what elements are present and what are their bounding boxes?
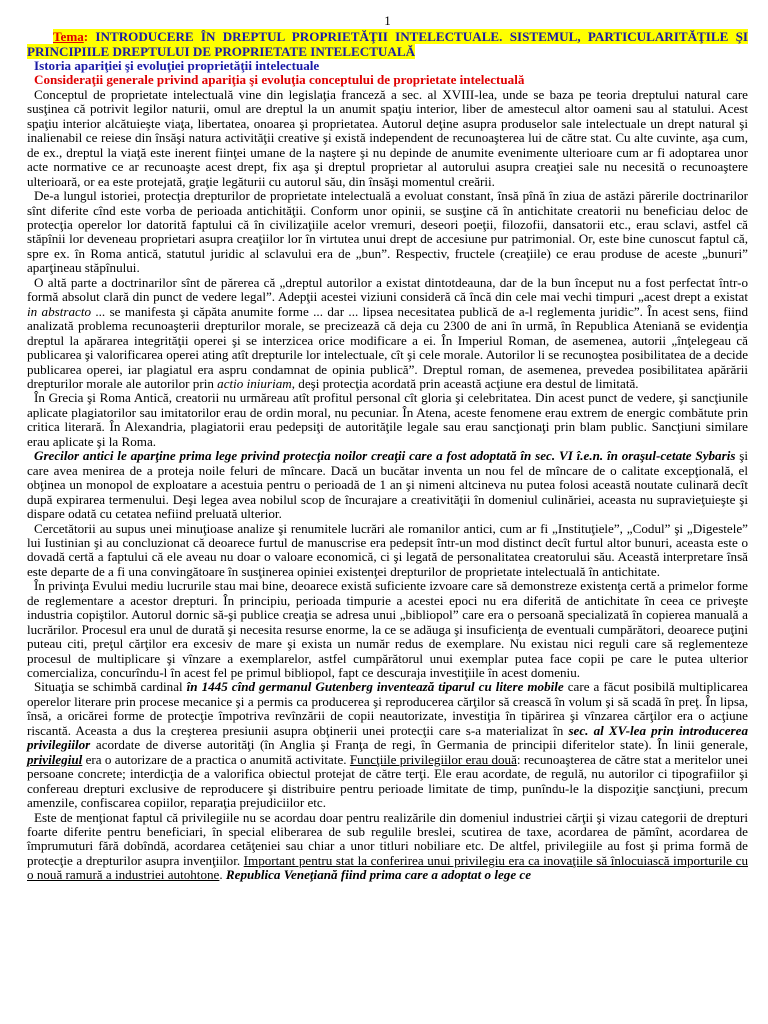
p3-part-a: O altă parte a doctrinarilor sînt de părerea că „dreptul autorilor a existat dintotdeauna, dar de la bun început nu a fost perfectat într-o formă absolut clară din punct de vedere legal”. Adepţii acestei viziuni consideră că încă din cele mai vechi timpuri „acest drept a existat [27, 274, 748, 305]
p3-part-c: , deşi protecţia acordată prin această acţiune era destul de limitată. [291, 375, 639, 391]
p8-part-d: acordate de diverse autorităţi (în Anglia şi Franţa de regi, în Germania de principii diferitelor state). În linii generale, [90, 737, 748, 753]
p9-venice: Republica Veneţiană fiind prima care a adoptat o lege ce [225, 867, 532, 883]
paragraph-2: De-a lungul istoriei, protecţia drepturilor de proprietate intelectuală a evoluat constant, însă pînă în ziua de astăzi părerile doctrinarilor sînt diferite cînd este vorba de perioada antichităţii. Conform unor opinii, se susţine că în antichitate creatorii nu beneficiau deloc de protecţia operelor lor datorită faptului că în civilizaţiile acelor vremuri, deseori poeţii, filozofii, dansatorii etc., erau sclavi, astfel că stăpînii lor deveneau proprietari asupra creaţiilor lor în virtutea unui drept de accesiune pur patrimonial. Or, este bine cunoscut faptul că, spre ex. în Roma antică, statutul juridic al sclavului era de „bun”. Respectiv, fructele (creaţiile) ce erau produse de aceste „bunuri” aparţineau stăpînului. [27, 188, 748, 276]
page-number: 1 [384, 13, 391, 28]
p8-part-c: care a făcut posibilă multiplicarea operelor literare prin procese mecanice şi a permis ca producerea şi reproducerea cărţilor să crească în volum şi să scadă în preţ. În lipsa, însă, a oricărei forme de protecţie împotriva revînzării de copii neautorizate, investiţia în tipărirea şi vînzarea cărţilor era o acţiune riscantă. Aceasta a dus la creşterea presiunii asupra obţinerii unei protecţii care s-a materializat în [27, 679, 748, 738]
subtitle-considerations: Consideraţii generale privind apariţia şi evoluţia conceptului de proprietate intelectuală [34, 72, 525, 88]
p8-part-e: era o autorizare de a practica o anumită activitate. [82, 751, 350, 767]
p5-rest: şi care avea menirea de a proteja noile feluri de mîncare. Dacă un bucătar inventa un nou fel de mîncare de o calitate excepţională, el obţinea un monopol de exploatare a acestuia pentru o perioadă de 1 an şi nimeni altcineva nu putea folosi această noutate culinară decît după expirarea termenului. Deşi legea avea nobilul scop de încurajare a creativităţii în domeniul culinăriei, aceasta nu supravieţuieşte şi dispare odată cu cetatea nefiind preluată ulterior. [27, 448, 749, 522]
title-highlight [27, 29, 748, 59]
p8-privilegiul: privilegiul [27, 751, 83, 767]
p3-part-b: ... se manifesta şi căpăta anumite forme ... dar ... lipsea necesitatea publică de a-l reglementa juridic”. În acest sens, fiind analizată problema recunoaşterii drepturilor morale, se precizează că deja cu 2300 de ani în urmă, în Republica Ateniană se evidenţia dreptul la apărarea integrităţii operei şi se interzicea orice modificare a ei. În Imperiul Roman, de asemenea, autorii „înţelegeau că publicarea şi valorificarea operei ating atît drepturile lor intelectuale, cît şi cele morale. Autorilor li se recunoştea posibilitatea de a decide publicarea operei, iar plagiatul era aspru condamnat de opinia publică”. Dreptul roman, de asemenea, prevedea posibilitatea apărării drepturilor morale ale autorilor prin [27, 303, 748, 391]
title-colon: : [83, 29, 96, 44]
p3-in-abstracto: in abstracto [27, 303, 92, 319]
subtitle-history: Istoria apariţiei şi evoluţiei proprietăţii intelectuale [34, 58, 320, 73]
title-label: Tema [53, 29, 84, 44]
p8-part-f: : recunoaşterea de către stat a meritelor unei persoane concrete; interdicţia de a valorifica obiectul protejat de către terţi. Ele erau acordate, de regulă, nu autorilor ci tipografiilor şi confereau drepturi exclusive de reproducere şi distribuire pentru perioade limitate de timp, punîndu-le la dispoziţie sancţiuni, precum amenzile, confiscarea copiilor, reparaţia prejudiciilor etc. [27, 751, 748, 811]
paragraph-5 [27, 449, 748, 521]
p5-bold-statement: Grecilor antici le aparţine prima lege privind protecţia noilor creaţii care a fost adoptată în sec. VI î.e.n. în oraşul-cetate Sybaris [34, 448, 736, 464]
p8-part-a: Situaţia se schimbă cardinal [34, 679, 187, 695]
paragraph-9 [27, 811, 748, 883]
lesson-title [27, 30, 748, 59]
p8-privileges-century: sec. al XV-lea prin introducerea privilegiilor [27, 722, 748, 753]
p3-actio-iniuriam: actio iniuriam [217, 375, 292, 391]
paragraph-6: Cercetătorii au supus unei minuţioase analize şi renumitele lucrări ale romanilor antici, cum ar fi „Instituţiele”, „Codul” şi „Digestele” lui Iustinian şi au concluzionat că deoarece furtul de manuscrise era pedepsit într-un mod distinct decît furtul altor bunuri, aceasta este o dovadă certă a faptului că ele aveau nu doar o valoare economică, ci şi legată de personalitatea creatorului său. Această interpretare însă este departe de a fi una convingătoare în susţinerea opiniei existenţei drepturilor de proprietate intelectuală în antichitate. [27, 520, 748, 579]
title-text: INTRODUCERE ÎN DREPTUL PROPRIETĂŢII INTELECTUALE. SISTEMUL, PARTICULARITĂŢILE ŞI PRINCIPIILE DREPTULUI DE PROPRIETATE INTELECTUALĂ [27, 29, 748, 59]
paragraph-8 [27, 680, 748, 810]
paragraph-3 [27, 276, 748, 392]
paragraph-1: Conceptul de proprietate intelectuală vine din legislaţia franceză a sec. al XVIII-lea, unde se baza pe teoria dreptului natural care susţinea că potrivit legilor naturii, omul are dreptul la un anumit spaţiu interior, liber de amestecul altor oameni sau al statului. Acest spaţiu interior alcătuieşte viaţa, libertatea, onoarea şi proprietatea. Autorul deţine asupra produselor sale intelectuale un drept natural şi inalienabil ce reiese din însăşi natura activităţii creative şi există independent de recunoaşterea lui de către stat. Cu alte cuvinte, aşa cum, de ex., dreptul la viaţă este inerent fiinţei umane de la naştere şi nu depinde de anumite evenimente ulterioare cum ar fi adoptarea unor acte normative ce ar recunoaşte acest drept, fix aşa şi dreptul proprietar al autorului asupra creaţiei sale nu necesită o recunoaştere ulterioară, or ea este protejată, graţie legăturii cu autorul său, din însăşi momentul creării. [27, 86, 748, 189]
p9-important: Important pentru stat la conferirea unui privilegiu era ca inovaţiile să înlocuiască importurile cu o nouă ramură a industriei autohtone [27, 852, 749, 883]
p9-part-b: . [219, 867, 226, 883]
paragraph-4: În Grecia şi Roma Antică, creatorii nu urmăreau atît profitul personal cît gloria şi celebritatea. Din acest punct de vedere, şi sancţiunile aplicate plagiatorilor sau imitatorilor erau de ordin moral, nu pecuniar. În Atena, aceste fenomene erau extrem de energic combătute prin critica literară. În Alexandria, plagiatorii erau pedepsiţi de autorităţile legale sau erau sancţionaţi prin blam public. Sancţiuni similare erau aplicate şi la Roma. [27, 390, 748, 449]
paragraph-7: În privinţa Evului mediu lucrurile stau mai bine, deoarece există suficiente izvoare care să demonstreze existenţa certă a primelor forme de reglementare a acestor drepturi. În principiu, perioada timpurie a acestei epoci nu era diferită de antichitate în ceea ce priveşte industria copiştilor. Autorul dornic să-şi publice creaţia se adresa unui „bibliopol” care era o persoană specializată în copierea manuală a lucrărilor. Procesul era unul de durată şi necesita resurse enorme, la ce se adăuga şi insuficienţa de eventuali cumpărători, deoarece puţini puteau citi, preţul cărţilor era excesiv de mare şi exista un număr redus de exemplare. Nu existau nici reguli care să reglementeze procesul de multiplicare şi vînzare a exemplarelor, astfel cumpărătorul unui exemplar putea face copii pe care le putea ulterior comercializa, concurîndu-l în acest fel pe primul bibliopol, fapt ce descuraja investiţiile în acest domeniu. [27, 578, 748, 681]
p8-functions: Funcţiile privilegiilor erau două [349, 751, 517, 767]
p9-part-a: Este de menţionat faptul că privilegiile nu se acordau doar pentru realizările din domeniul industriei cărţii şi vizau categorii de drepturi foarte diferite pentru beneficiari, în special eliberarea de sub regulile breslei, scutirea de taxe, acordarea de pămînt, acordarea de împrumuturi fără dobîndă, acordarea cetăţeniei sau chiar a unor titluri nobiliare etc. De altfel, privilegiile au fost şi prima formă de protecţie a drepturilor asupra invenţiilor. [27, 809, 748, 868]
p8-gutenberg: în 1445 cînd germanul Gutenberg inventează tiparul cu litere mobile [186, 679, 564, 695]
